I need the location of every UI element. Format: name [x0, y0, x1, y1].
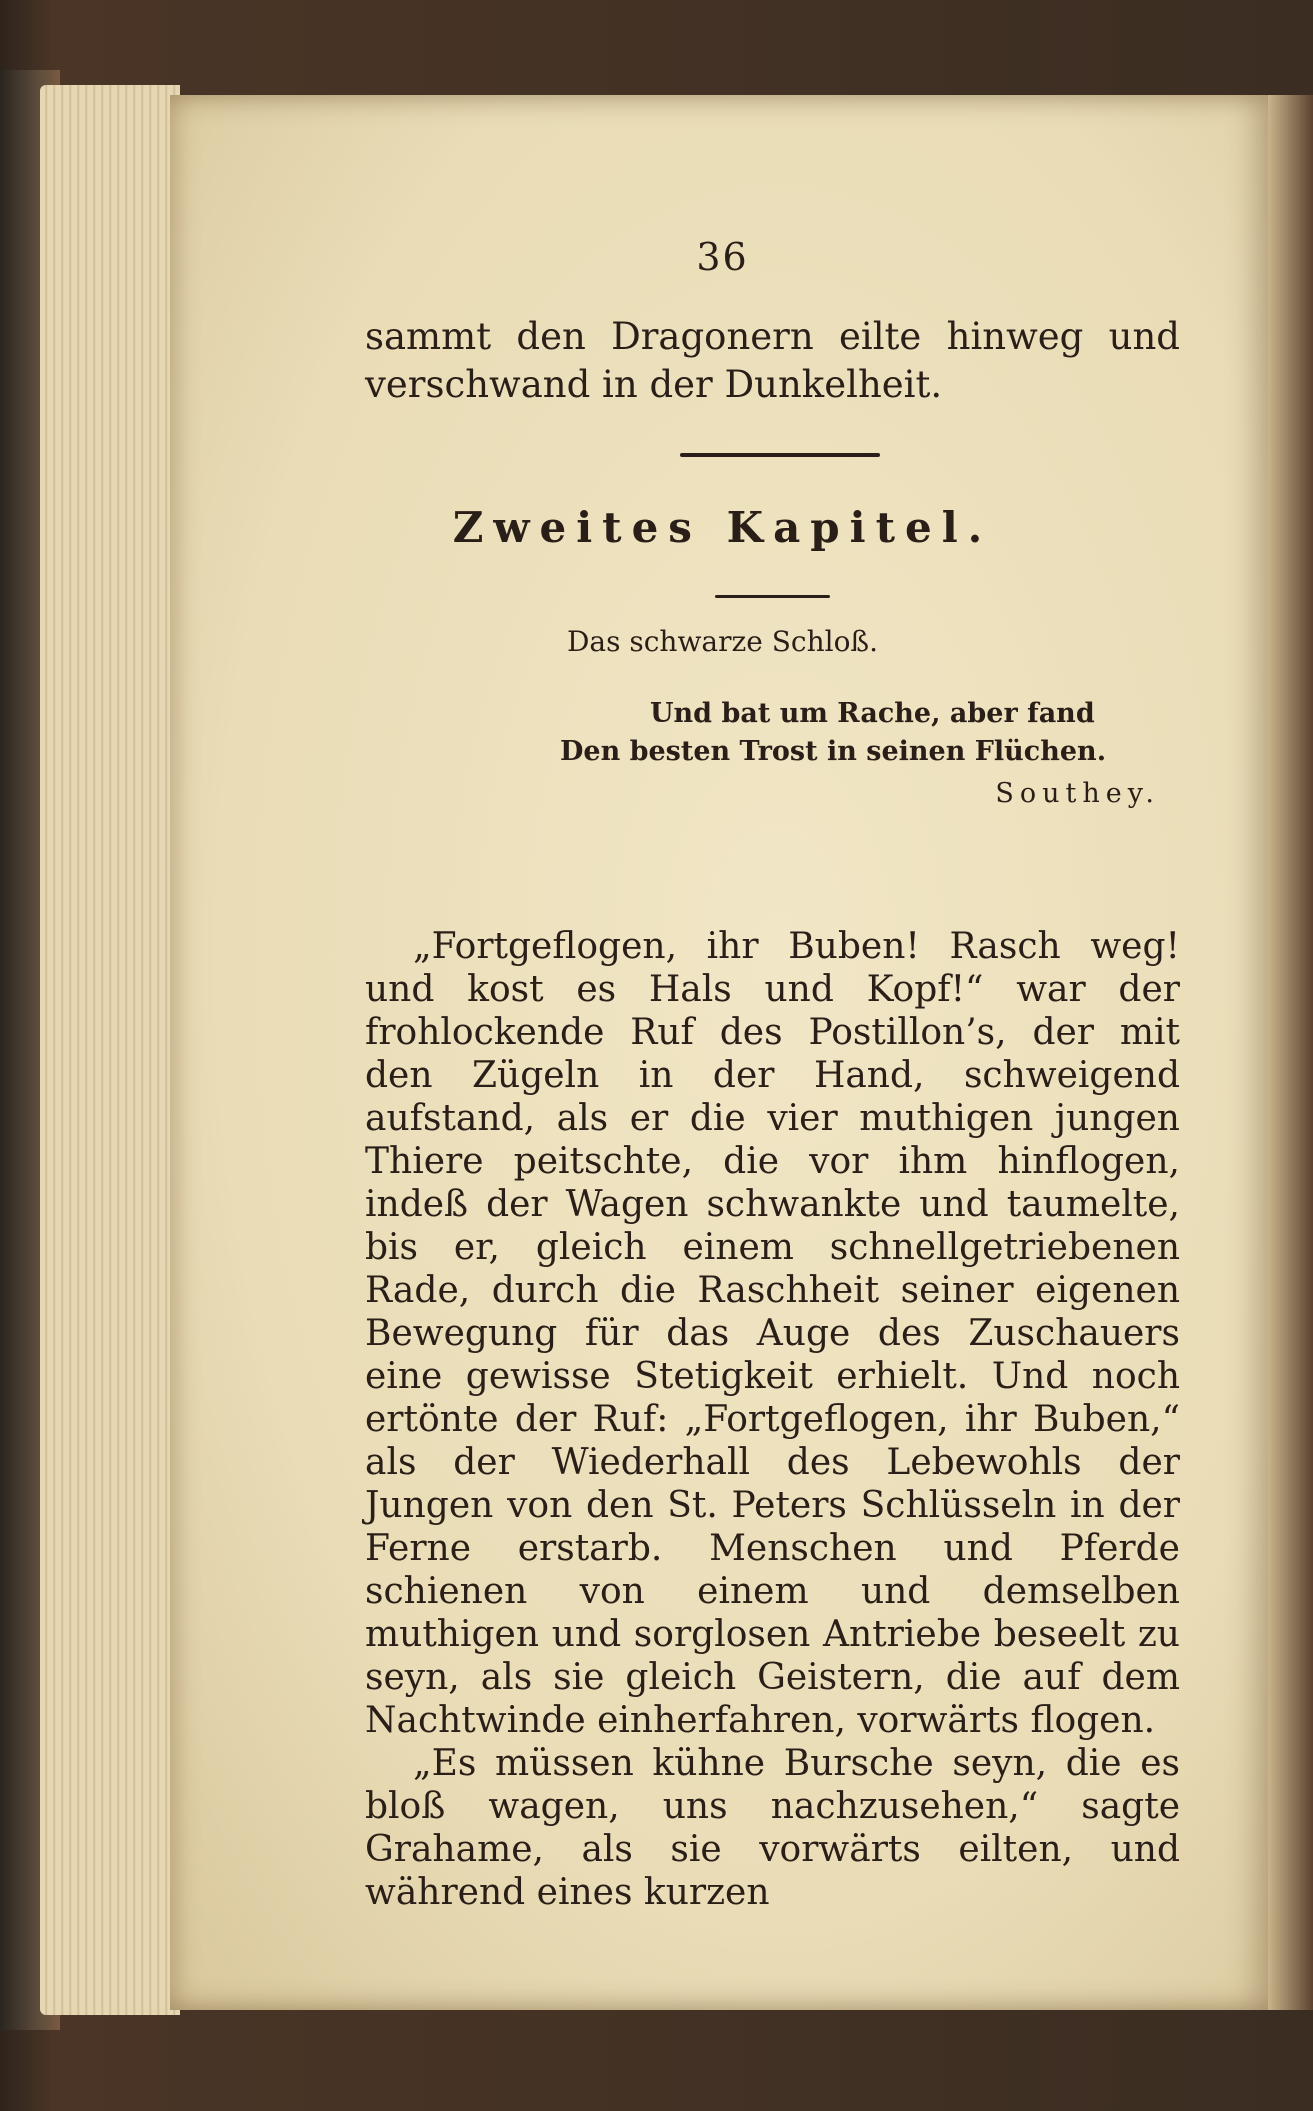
epigraph-author: Southey.	[995, 778, 1160, 809]
divider-rule-bottom	[715, 595, 830, 598]
chapter-subtitle: Das schwarze Schloß.	[566, 625, 879, 658]
divider-rule-top	[680, 453, 880, 457]
book-page	[170, 95, 1275, 2010]
epigraph-line-1: Und bat um Rache, aber fand	[650, 698, 1095, 729]
paragraph: „Fortgeflogen, ihr Buben! Rasch weg! und kost es Hals und Kopf!“ war der frohlockende Ruf des Postillon’s, der mit den Zügeln in der Hand, schweigend aufstand, als er die vier muthigen jungen Thiere peitschte, die vor ihm hinflogen, indeß der Wagen schwankte und taumelte, bis er, gleich einem schnellgetriebenen Rade, durch die Raschheit seiner eigenen Bewegung für das Auge des Zuschauers eine gewisse Stetigkeit erhielt. Und noch ertönte der Ruf: „Fortgeflogen, ihr Buben,“ als der Wiederhall des Lebewohls der Jungen von den St. Peters Schlüsseln in der Ferne erstarb. Menschen und Pferde schienen von einem und demselben muthigen und sorglosen Antriebe beseelt zu seyn, als sie gleich Geistern, die auf dem Nachtwinde einherfahren, vorwärts flogen.	[365, 926, 1180, 1741]
opening-text: sammt den Dragonern eilte hinweg und verschwand in der Dunkelheit.	[365, 315, 1180, 406]
paragraph: „Es müssen kühne Bursche seyn, die es bloß wagen, uns nachzusehen,“ sagte Grahame, als sie vorwärts eilten, und während eines kurzen	[365, 1743, 1180, 1913]
page-text	[170, 95, 1275, 2010]
epigraph	[560, 695, 1160, 813]
body-text	[365, 925, 1180, 1914]
page-gutter	[1268, 95, 1313, 2010]
page-edges	[40, 85, 180, 2015]
epigraph-line-2: Den besten Trost in seinen Flüchen.	[560, 736, 1107, 767]
page-number: 36	[696, 235, 749, 279]
chapter-title: Zweites Kapitel.	[452, 503, 993, 552]
